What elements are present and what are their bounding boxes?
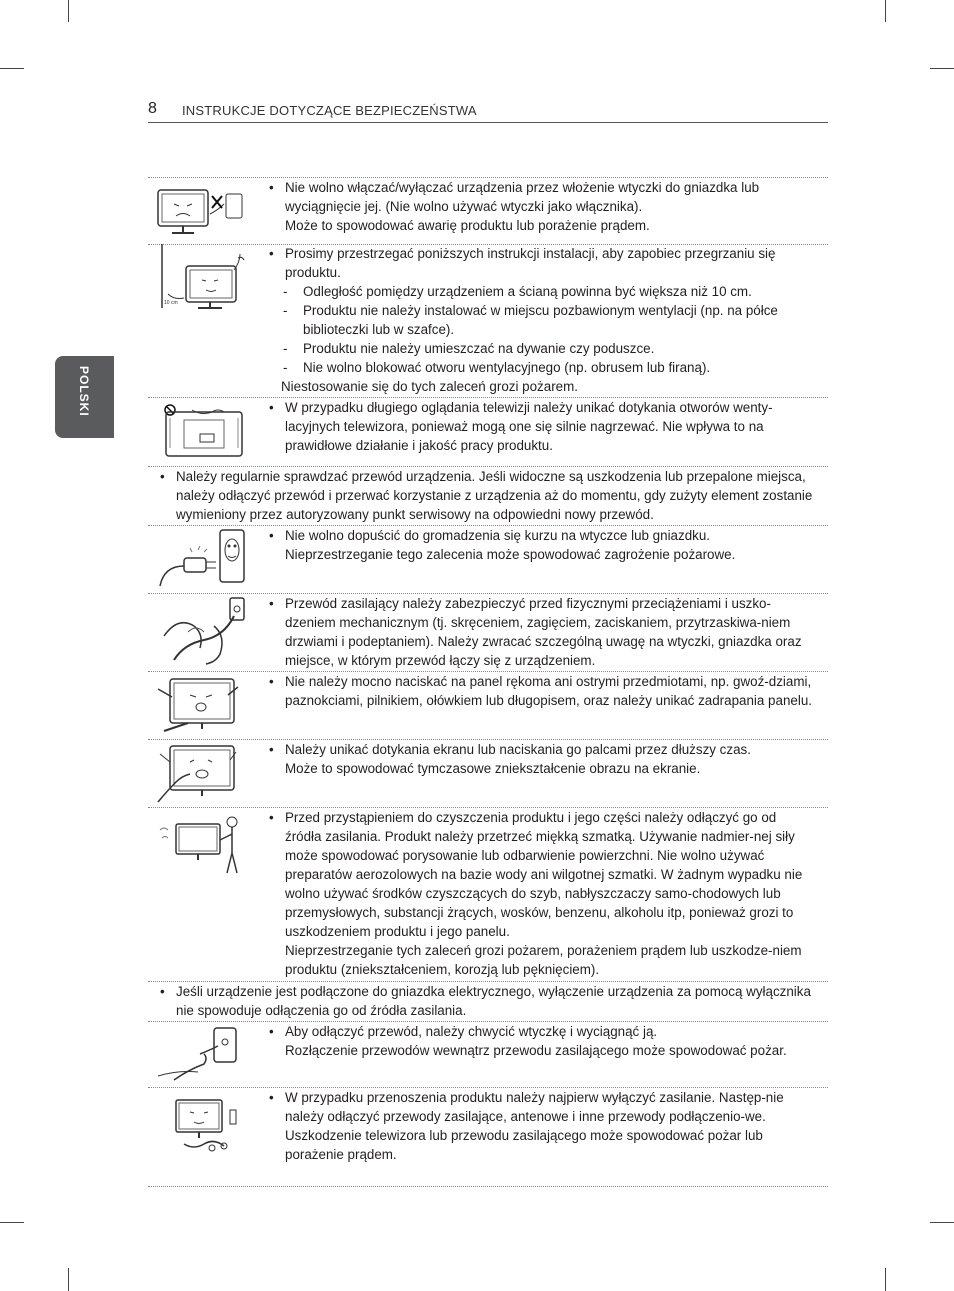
moving-tv-illustration-icon	[154, 1094, 246, 1156]
item-subitem: - Produktu nie należy umieszczać na dywanie czy poduszce.	[285, 339, 815, 358]
item-text: Może to spowodować tymczasowe zniekształcenie obrazu na ekranie.	[285, 761, 701, 776]
page-number: 8	[148, 100, 157, 117]
safety-item	[148, 244, 828, 398]
item-text: • Aby odłączyć przewód, należy chwycić wtyczkę i wyciągnąć ją.	[285, 1022, 815, 1041]
cleaning-illustration-icon	[154, 812, 246, 878]
crop-mark	[0, 68, 24, 69]
item-text: Uszkodzenie telewizora lub przewodu zasilającego może spowodować pożar lub porażenie prądem.	[285, 1128, 763, 1162]
item-text: Nieprzestrzeganie tego zalecenia może spowodować zagrożenie pożarowe.	[285, 547, 736, 562]
cord-damage-illustration-icon	[154, 596, 246, 666]
dusty-plug-illustration-icon	[154, 528, 246, 590]
item-text: • Jeśli urządzenie jest podłączone do gniazdka elektrycznego, wyłączenie urządzenia za pomocą wyłącznika nie spowoduje odłączenia go od źródła zasilania.	[176, 982, 816, 1020]
page-title: INSTRUKCJE DOTYCZĄCE BEZPIECZEŃSTWA	[182, 103, 477, 118]
crop-mark	[0, 1222, 24, 1223]
crop-mark	[68, 1268, 69, 1291]
safety-item	[148, 1088, 828, 1187]
safety-item	[148, 982, 828, 1022]
panel-press-illustration-icon	[154, 675, 246, 735]
safety-item	[148, 177, 828, 245]
language-tab-label: POLSKI	[77, 366, 91, 417]
safety-item	[148, 398, 828, 467]
safety-item	[148, 594, 828, 672]
safety-item	[148, 526, 828, 594]
safety-item	[148, 467, 828, 526]
item-text: • Nie należy mocno naciskać na panel rękoma ani ostrymi przedmiotami, np. gwoź-dziami, paznokciami, pilnikiem, ołówkiem lub długopisem, oraz należy unikać zadrapania panelu.	[285, 672, 815, 710]
item-text: • Przed przystąpieniem do czyszczenia produktu i jego części należy odłączyć go od źródła zasilania. Produkt należy przetrzeć miękką szmatką. Używanie nadmier-nej siły może spowodować porysowanie lub odbarwienie powierzchni. Nie wolno używać preparatów aerozolowych na bazie wody ani wilgotnej szmatki. W żadnym wypadku nie wolno używać środków czyszczących do szyb, nabłyszczaczy samo-chodowych lub przemysłowych, substancji żrących, wosków, benzenu, alkoholu itp, ponieważ grozi to uszkodzeniem produktu i jego panelu.	[285, 808, 815, 941]
item-text: • Nie wolno włączać/wyłączać urządzenia przez włożenie wtyczki do gniazdka lub wyciągnięcie jej. (Nie wolno używać wtyczki jako włącznika).	[285, 178, 815, 216]
screen-touch-illustration-icon	[154, 742, 246, 806]
page-header	[148, 100, 828, 123]
safety-item	[148, 1022, 828, 1088]
item-text: • Nie wolno dopuścić do gromadzenia się kurzu na wtyczce lub gniazdku.	[285, 526, 815, 545]
unplug-illustration-icon	[154, 1024, 246, 1084]
tv-plug-illustration-icon	[154, 186, 246, 238]
safety-item	[148, 808, 828, 982]
item-text: Może to spowodować awarię produktu lub porażenie prądem.	[285, 218, 650, 233]
crop-mark	[885, 1268, 886, 1291]
safety-item	[148, 740, 828, 808]
item-subitem: - Produktu nie należy instalować w miejscu pozbawionym wentylacji (np. na półce biblioteczki lub w szafce).	[285, 301, 815, 339]
safety-item	[148, 672, 828, 740]
crop-mark	[68, 0, 69, 22]
item-text: Niestosowanie się do tych zaleceń grozi pożarem.	[281, 379, 578, 394]
distance-label: 10 cm	[164, 300, 178, 306]
item-text: Nieprzestrzeganie tych zaleceń grozi pożarem, porażeniem prądem lub uszkodze-niem produktu (zniekształceniem, korozją lub pęknięciem).	[285, 943, 802, 977]
language-tab	[55, 356, 114, 438]
item-text: • W przypadku długiego oglądania telewizji należy unikać dotykania otworów wenty-lacyjnych telewizora, ponieważ mogą one się silnie nagrzewać. Nie wpływa to na prawidłowe działanie i jakość pracy produktu.	[285, 398, 815, 455]
tv-vent-illustration-icon	[154, 400, 246, 460]
crop-mark	[930, 1222, 954, 1223]
crop-mark	[885, 0, 886, 22]
item-text: • W przypadku przenoszenia produktu należy najpierw wyłączyć zasilanie. Następ-nie należy odłączyć przewody zasilające, antenowe i inne przewody podłączenio-we.	[285, 1088, 815, 1126]
crop-mark	[930, 68, 954, 69]
item-text: • Należy unikać dotykania ekranu lub naciskania go palcami przez dłuższy czas.	[285, 740, 815, 759]
item-text: • Należy regularnie sprawdzać przewód urządzenia. Jeśli widoczne są uszkodzenia lub przepalone miejsca, należy odłączyć przewód i przerwać korzystanie z urządzenia aż do momentu, gdy zużyty element zostanie wymieniony przez autoryzowany punkt serwisowy na odpowiedni nowy przewód.	[176, 467, 816, 524]
item-text: • Przewód zasilający należy zabezpieczyć przed fizycznymi przeciążeniami i uszko-dzeniem mechanicznym (tj. skręceniem, zagięciem, zaciskaniem, przytrzaskiwa-niem drzwiami i podeptaniem). Należy zwracać szczególną uwagę na wtyczki, gniazdka oraz miejsce, w którym przewód łączy się z urządzeniem.	[285, 594, 815, 670]
item-subitem: - Nie wolno blokować otworu wentylacyjnego (np. obrusem lub firaną).	[285, 358, 815, 377]
item-text: • Prosimy przestrzegać poniższych instrukcji instalacji, aby zapobiec przegrzaniu się produktu.	[285, 244, 815, 282]
item-subitem: - Odległość pomiędzy urządzeniem a ścianą powinna być większa niż 10 cm.	[285, 282, 815, 301]
tv-wall-distance-illustration-icon	[154, 244, 246, 314]
item-text: Rozłączenie przewodów wewnątrz przewodu zasilającego może spowodować pożar.	[285, 1043, 787, 1058]
